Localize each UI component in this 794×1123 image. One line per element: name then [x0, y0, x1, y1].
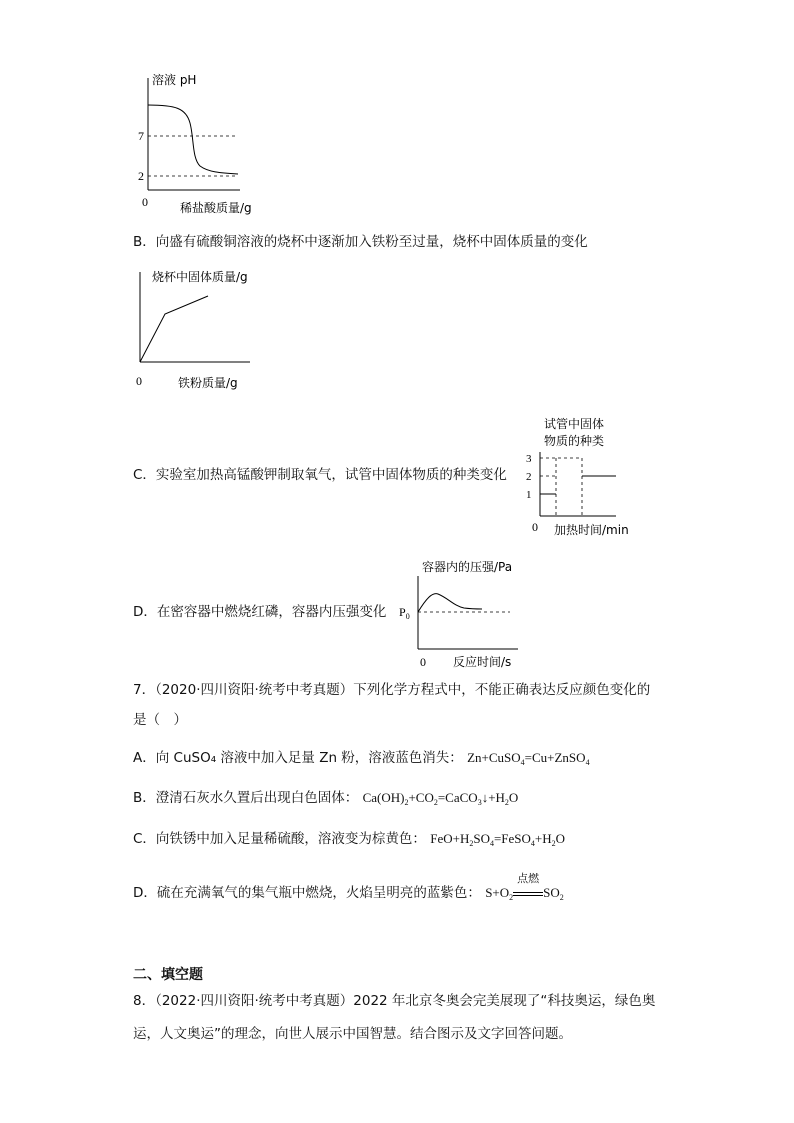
graph-a-curve: [148, 105, 238, 174]
q7-option-c: [133, 830, 565, 853]
graph-a-tick-2: 2: [138, 169, 144, 183]
q7-option-c-equation: $FeO+H_2SO_4=FeSO_4+H_2O$: [430, 831, 566, 848]
graph-a-origin: 0: [142, 195, 148, 209]
graph-a-tick-7: 7: [138, 129, 144, 143]
graph-c-tick-2: 2: [526, 471, 532, 483]
q7-option-b-equation: $Ca(OH)_2+CO_2=CaCO_3↓+H_2O$: [362, 790, 519, 807]
graph-b-ylabel: 烧杯中固体质量/g: [152, 270, 248, 284]
graph-a: [120, 68, 280, 218]
q7-option-c-text: C．向铁锈中加入足量稀硫酸，溶液变为棕黄色：: [133, 831, 426, 847]
q7-stem-line2: 是（ ）: [133, 712, 187, 728]
q7-option-d-equation: $S+O_2$ 点燃 $SO_2$: [485, 872, 564, 902]
graph-c-tick-3: 3: [526, 453, 532, 465]
graph-b-line: [140, 296, 208, 362]
graph-c-xlabel: 加热时间/min: [554, 523, 629, 537]
q7-stem-line1: 7．（2020·四川资阳·统考中考真题）下列化学方程式中，不能正确表达反应颜色变化的: [133, 682, 651, 698]
q7-option-d-double-line: [513, 892, 543, 896]
graph-c-origin: 0: [532, 520, 538, 534]
q7-option-d-text: D．硫在充满氧气的集气瓶中燃烧，火焰呈明亮的蓝紫色：: [133, 885, 481, 901]
section-2-title: 二、填空题: [133, 967, 203, 983]
graph-d-curve: [418, 594, 482, 612]
q8-stem-line1: 8．（2022·四川资阳·统考中考真题）2022 年北京冬奥会完美展现了“科技奥运，绿色奥: [133, 993, 656, 1009]
graph-c-ylabel-line2: 物质的种类: [544, 434, 605, 448]
graph-d-origin: 0: [420, 655, 426, 669]
q7-option-d-condition-arrow: [513, 872, 543, 902]
graph-a-ylabel: 溶液 pH: [152, 73, 197, 87]
option-d-text: D．在密容器中燃烧红磷，容器内压强变化: [133, 604, 387, 620]
graph-c-tick-1: 1: [526, 489, 532, 501]
graph-b-origin: 0: [136, 374, 142, 388]
graph-d-ylabel: 容器内的压强/Pa: [422, 560, 513, 574]
graph-c: [518, 412, 668, 542]
graph-d-p0-label: $P_0$: [399, 605, 410, 621]
q7-option-a-equation: Zn+CuSO$_4$=Cu+ZnSO$_4$: [467, 750, 590, 767]
q7-option-a-text: A．向 CuSO₄ 溶液中加入足量 Zn 粉，溶液蓝色消失：: [133, 750, 463, 766]
q7-option-d-condition: 点燃: [517, 872, 540, 885]
q7-option-b-text: B．澄清石灰水久置后出现白色固体：: [133, 790, 359, 806]
q7-option-a: [133, 749, 590, 772]
graph-b: [130, 264, 290, 394]
graph-d-xlabel: 反应时间/s: [453, 655, 512, 669]
option-b-text: B．向盛有硫酸铜溶液的烧杯中逐渐加入铁粉至过量，烧杯中固体质量的变化: [133, 234, 588, 250]
q8-stem-line2: 运，人文奥运”的理念，向世人展示中国智慧。结合图示及文字回答问题。: [133, 1026, 572, 1042]
option-c-text: C．实验室加热高锰酸钾制取氧气，试管中固体物质的种类变化: [133, 467, 507, 483]
graph-b-xlabel: 铁粉质量/g: [178, 376, 238, 390]
graph-c-ylabel-line1: 试管中固体: [544, 417, 605, 431]
q7-option-b: [133, 789, 518, 812]
q7-option-d: [133, 872, 564, 907]
graph-a-xlabel: 稀盐酸质量/g: [180, 201, 252, 215]
graph-d: [396, 554, 546, 672]
